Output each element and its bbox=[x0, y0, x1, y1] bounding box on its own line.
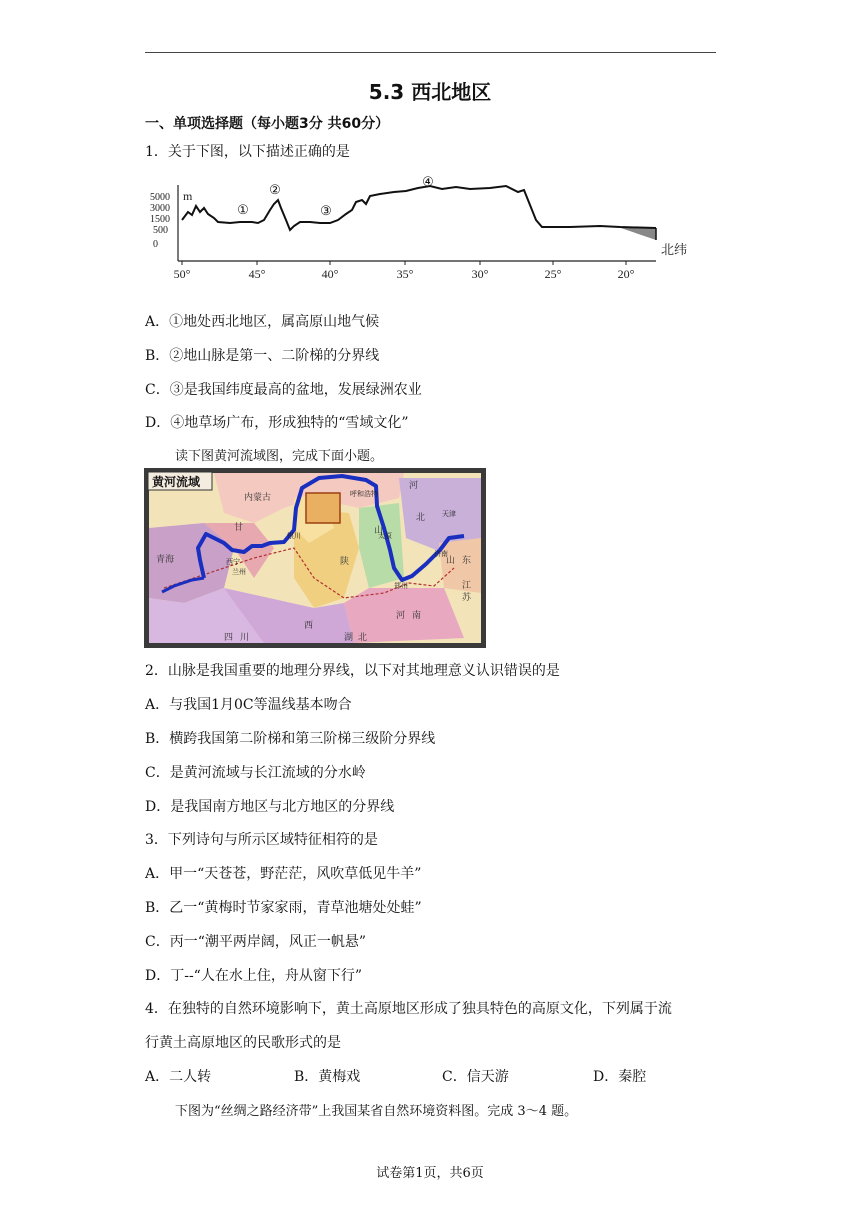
q4-option-c: C．信天游 bbox=[442, 1069, 509, 1085]
map-label: 黄河流域 bbox=[152, 475, 201, 489]
city-label: 天津 bbox=[442, 510, 456, 518]
city-label: 郑州 bbox=[394, 582, 408, 590]
x-tick-label: 25° bbox=[544, 267, 562, 281]
x-tick-label: 45° bbox=[248, 267, 266, 281]
marker-4: ④ bbox=[422, 174, 434, 189]
y-tick-label: 0 bbox=[153, 239, 158, 250]
region-label: 河 bbox=[396, 610, 406, 620]
terrain-line bbox=[182, 186, 656, 230]
region-label: 西 bbox=[304, 620, 314, 630]
q3-option-a: A．甲一“天苍苍，野茫茫，风吹草低见牛羊” bbox=[145, 866, 422, 882]
x-tick-label: 40° bbox=[321, 267, 339, 281]
region-label: 山 bbox=[446, 555, 456, 565]
marker-2: ② bbox=[269, 182, 281, 197]
page-title: 5.3 西北地区 bbox=[368, 80, 492, 104]
q3-option-d: D．丁--“人在水上住，舟从窗下行” bbox=[145, 968, 362, 984]
y-tick-label: 1500 bbox=[150, 214, 170, 225]
q1-option-d: D．④地草场广布，形成独特的“雪域文化” bbox=[145, 415, 409, 431]
region-label: 南 bbox=[412, 610, 422, 620]
region-label: 北 bbox=[416, 512, 426, 522]
region-label: 甘 bbox=[234, 522, 244, 532]
q2-option-c: C．是黄河流域与长江流域的分水岭 bbox=[145, 765, 366, 781]
region-label: 东 bbox=[462, 555, 472, 565]
q4-stem-line1: 4．在独特的自然环境影响下，黄土高原地区形成了独具特色的高原文化，下列属于流 bbox=[145, 1001, 672, 1017]
q2-option-b: B．横跨我国第二阶梯和第三阶梯三级阶分界线 bbox=[145, 731, 436, 747]
city-label: 呼和浩特 bbox=[350, 490, 378, 498]
x-tick-label: 50° bbox=[173, 267, 191, 281]
q2-stem: 2．山脉是我国重要的地理分界线，以下对其地理意义认识错误的是 bbox=[145, 663, 560, 679]
x-tick-label: 35° bbox=[396, 267, 414, 281]
city-label: 银川 bbox=[287, 532, 301, 540]
region-label: 苏 bbox=[462, 592, 472, 602]
q1-option-c: C．③是我国纬度最高的盆地，发展绿洲农业 bbox=[145, 382, 422, 398]
y-tick-label: 500 bbox=[153, 225, 168, 236]
q3-option-b: B．乙一“黄梅时节家家雨，青草池塘处处蛙” bbox=[145, 900, 422, 916]
q1-stem: 1．关于下图，以下描述正确的是 bbox=[145, 144, 350, 160]
q4-option-a: A．二人转 bbox=[145, 1069, 212, 1085]
city-label: 西宁 bbox=[226, 558, 240, 566]
q2-option-d: D．是我国南方地区与北方地区的分界线 bbox=[145, 799, 395, 815]
sea-hatch bbox=[618, 227, 656, 240]
y-tick-label: 3000 bbox=[150, 203, 170, 214]
loess-patch bbox=[306, 493, 340, 523]
region-label: 青海 bbox=[156, 554, 175, 564]
page-footer: 试卷第1页，共6页 bbox=[376, 1166, 484, 1181]
region-label: 北 bbox=[358, 632, 368, 642]
q4-stem-line2: 行黄土高原地区的民歌形式的是 bbox=[145, 1035, 341, 1051]
city-label: 济南 bbox=[434, 550, 448, 558]
region-label: 内蒙古 bbox=[244, 492, 272, 502]
y-tick-label: 5000 bbox=[150, 192, 170, 203]
q1-option-a: A．①地处西北地区，属高原山地气候 bbox=[145, 314, 380, 330]
region-label: 山 bbox=[374, 525, 384, 535]
region-label: 四 bbox=[224, 632, 234, 642]
region-label: 河 bbox=[409, 480, 419, 490]
q4-option-b: B．黄梅戏 bbox=[294, 1069, 361, 1085]
y-unit-label: m bbox=[183, 189, 193, 203]
marker-3: ③ bbox=[320, 203, 332, 218]
next-intro: 下图为“丝绸之路经济带”上我国某省自然环境资料图。完成 3～4 题。 bbox=[175, 1104, 578, 1119]
q3-stem: 3．下列诗句与所示区域特征相符的是 bbox=[145, 832, 378, 848]
city-label: 太原 bbox=[378, 532, 392, 540]
region-label: 川 bbox=[240, 632, 250, 642]
region-label: 江 bbox=[462, 580, 472, 590]
x-tick-label: 20° bbox=[617, 267, 635, 281]
q2-option-a: A．与我国1月0C等温线基本吻合 bbox=[145, 697, 352, 713]
marker-1: ① bbox=[237, 202, 249, 217]
region-label: 陕 bbox=[340, 556, 350, 566]
terrain-profile-chart bbox=[140, 170, 700, 285]
map-intro: 读下图黄河流域图，完成下面小题。 bbox=[175, 449, 384, 464]
x-tick-label: 30° bbox=[471, 267, 489, 281]
header-rule bbox=[145, 52, 716, 53]
city-label: 兰州 bbox=[232, 568, 246, 576]
yellow-river-map bbox=[144, 468, 486, 648]
section-heading: 一、单项选择题（每小题3分 共60分） bbox=[145, 116, 390, 132]
latitude-label: 北纬 bbox=[661, 242, 688, 257]
q3-option-c: C．丙一“潮平两岸阔，风正一帆悬” bbox=[145, 934, 367, 950]
q1-option-b: B．②地山脉是第一、二阶梯的分界线 bbox=[145, 348, 380, 364]
q4-option-d: D．秦腔 bbox=[593, 1069, 647, 1085]
region-label: 湖 bbox=[344, 632, 354, 642]
